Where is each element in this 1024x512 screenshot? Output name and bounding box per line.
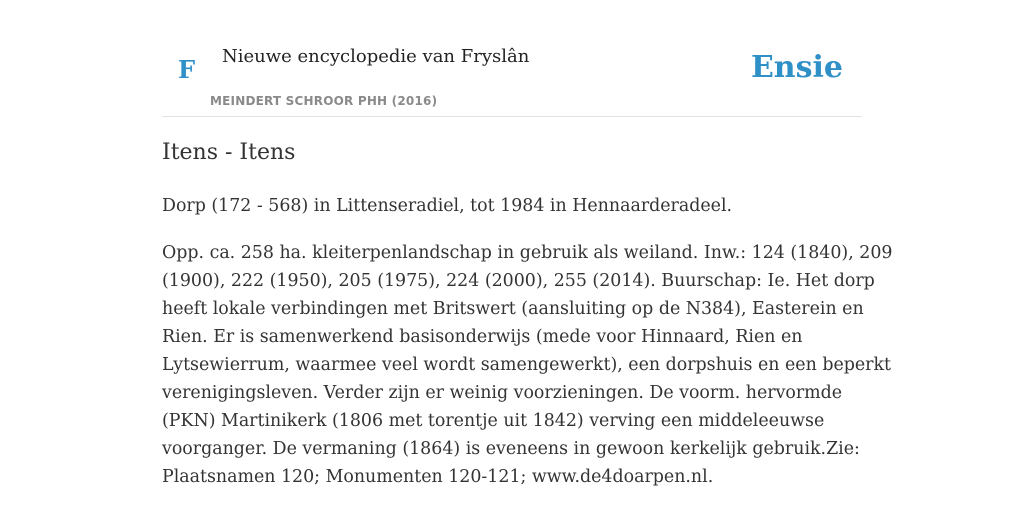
book-title[interactable]: Nieuwe encyclopedie van Fryslân: [222, 46, 530, 67]
paragraph-line: Rien. Er is samenwerkend basisonderwijs (mede voor Hinnaard, Rien en: [162, 327, 803, 347]
header: [162, 0, 862, 117]
book-logo-icon: F: [178, 55, 196, 84]
paragraph-line: heeft lokale verbindingen met Britswert (aansluiting op de N384), Easterein en: [162, 299, 864, 319]
paragraph-line: (1900), 222 (1950), 205 (1975), 224 (2000), 255 (2014). Buurschap: Ie. Het dorp: [162, 271, 875, 291]
page: [162, 0, 893, 487]
entry-title: Itens - Itens: [162, 140, 296, 165]
paragraph-line: Lytsewierrum, waarmee veel wordt samengewerkt), een dorpshuis en een beperkt: [162, 355, 892, 375]
paragraph-line: voorganger. De vermaning (1864) is eveneens in gewoon kerkelijk gebruik.Zie:: [162, 439, 860, 459]
paragraph-line: Plaatsnamen 120; Monumenten 120-121; www.de4doarpen.nl.: [162, 467, 714, 487]
book-author: MEINDERT SCHROOR PHH (2016): [210, 94, 438, 108]
paragraph-line: verenigingsleven. Verder zijn er weinig voorzieningen. De voorm. hervormde: [162, 383, 843, 403]
paragraph-line: Opp. ca. 258 ha. kleiterpenlandschap in gebruik als weiland. Inw.: 124 (1840), 209: [162, 243, 893, 263]
entry-paragraph-1: Dorp (172 - 568) in Littenseradiel, tot 1984 in Hennaarderadeel.: [162, 196, 733, 216]
entry-paragraph-2: [162, 239, 893, 491]
paragraph-line: (PKN) Martinikerk (1806 met torentje uit 1842) verving een middeleeuwse: [162, 411, 825, 431]
ensie-logo[interactable]: Ensie: [750, 50, 843, 85]
